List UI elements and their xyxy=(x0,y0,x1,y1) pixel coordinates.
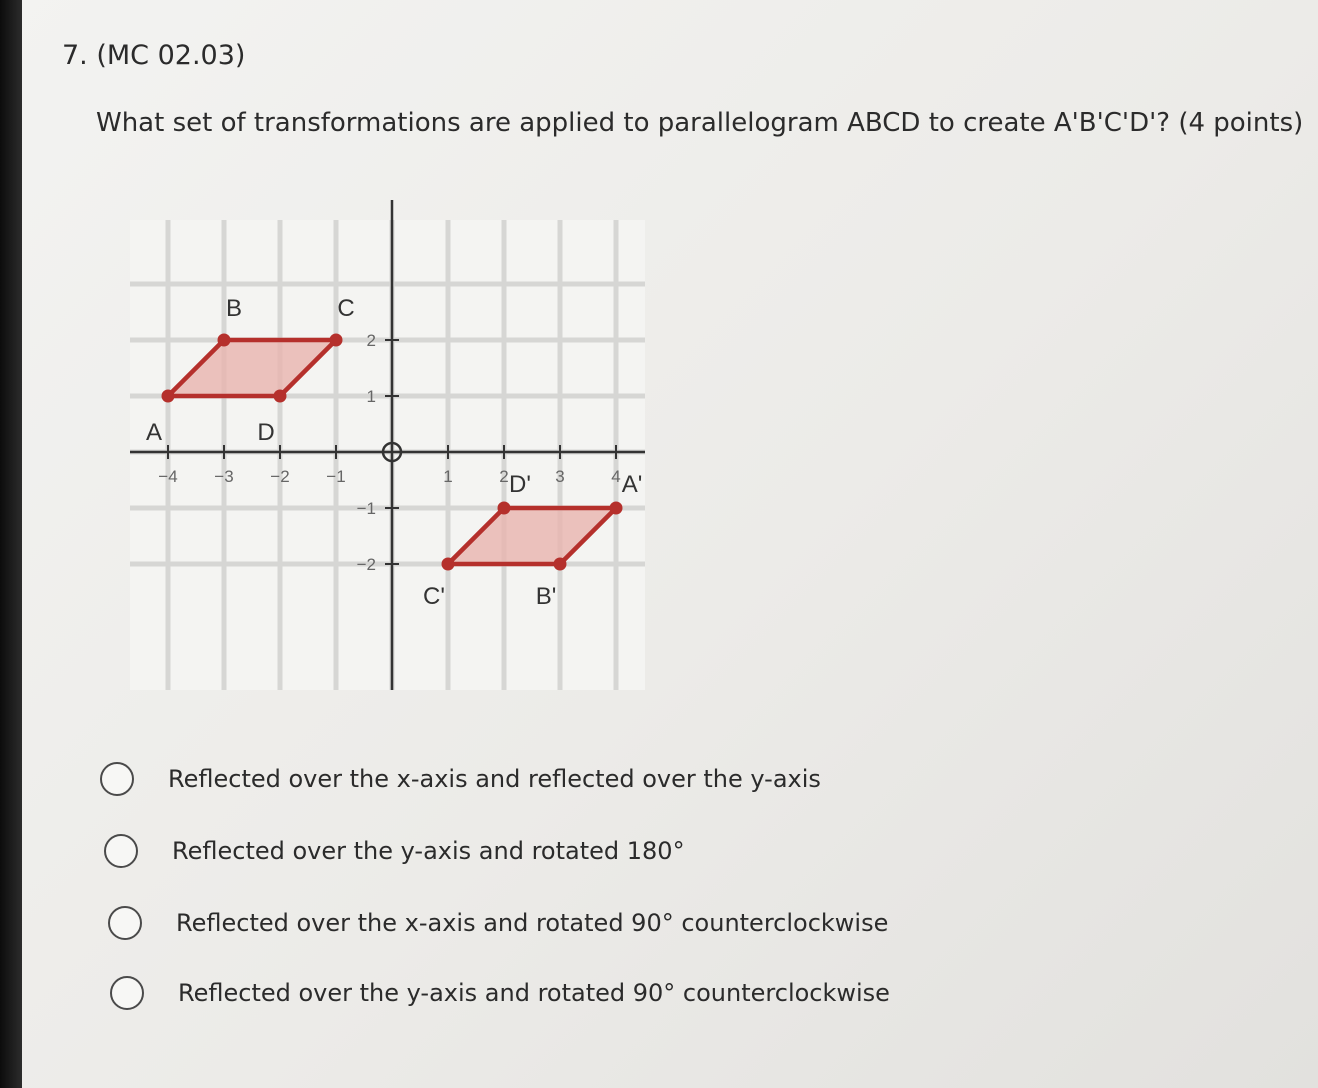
vertex-point xyxy=(330,334,343,347)
radio-button[interactable] xyxy=(108,906,142,940)
x-tick-label: 4 xyxy=(611,467,621,486)
choice-label: Reflected over the x-axis and reflected over the y-axis xyxy=(168,765,821,793)
x-tick-label: −3 xyxy=(214,467,234,486)
vertex-label: A xyxy=(145,419,163,446)
choice-label: Reflected over the x-axis and rotated 90° counterclockwise xyxy=(176,909,889,937)
choice-3[interactable] xyxy=(108,906,888,940)
vertex-point xyxy=(498,502,511,515)
y-tick-label: −2 xyxy=(356,555,376,574)
vertex-label: C xyxy=(337,295,355,322)
x-tick-label: −4 xyxy=(158,467,178,486)
monitor-bezel xyxy=(0,0,22,1088)
coordinate-graph xyxy=(120,180,660,700)
choice-4[interactable] xyxy=(110,976,890,1010)
vertex-label: D xyxy=(257,419,275,446)
question-number: 7. (MC 02.03) xyxy=(62,40,246,71)
vertex-point xyxy=(274,390,287,403)
choice-label: Reflected over the y-axis and rotated 90° counterclockwise xyxy=(178,979,890,1007)
question-prompt: What set of transformations are applied to parallelogram ABCD to create A'B'C'D'? (4 points) xyxy=(96,108,1304,138)
y-tick-label: 1 xyxy=(366,387,376,406)
vertex-point xyxy=(442,558,455,571)
vertex-label: B' xyxy=(535,583,557,610)
vertex-label: D' xyxy=(509,471,531,498)
radio-button[interactable] xyxy=(100,762,134,796)
vertex-point xyxy=(554,558,567,571)
x-tick-label: 3 xyxy=(555,467,565,486)
choice-1[interactable] xyxy=(100,762,821,796)
x-tick-label: 1 xyxy=(443,467,453,486)
x-tick-label: 2 xyxy=(499,467,509,486)
vertex-label: C' xyxy=(423,583,445,610)
vertex-point xyxy=(610,502,623,515)
vertex-label: B xyxy=(225,295,243,322)
y-tick-label: −1 xyxy=(356,499,376,518)
vertex-label: A' xyxy=(621,471,643,498)
graph-background xyxy=(130,220,645,690)
choice-2[interactable] xyxy=(104,834,685,868)
radio-button[interactable] xyxy=(104,834,138,868)
vertex-point xyxy=(162,390,175,403)
x-tick-label: −2 xyxy=(270,467,290,486)
radio-button[interactable] xyxy=(110,976,144,1010)
y-tick-label: 2 xyxy=(366,331,376,350)
choice-label: Reflected over the y-axis and rotated 180° xyxy=(172,837,685,865)
vertex-point xyxy=(218,334,231,347)
x-tick-label: −1 xyxy=(326,467,346,486)
